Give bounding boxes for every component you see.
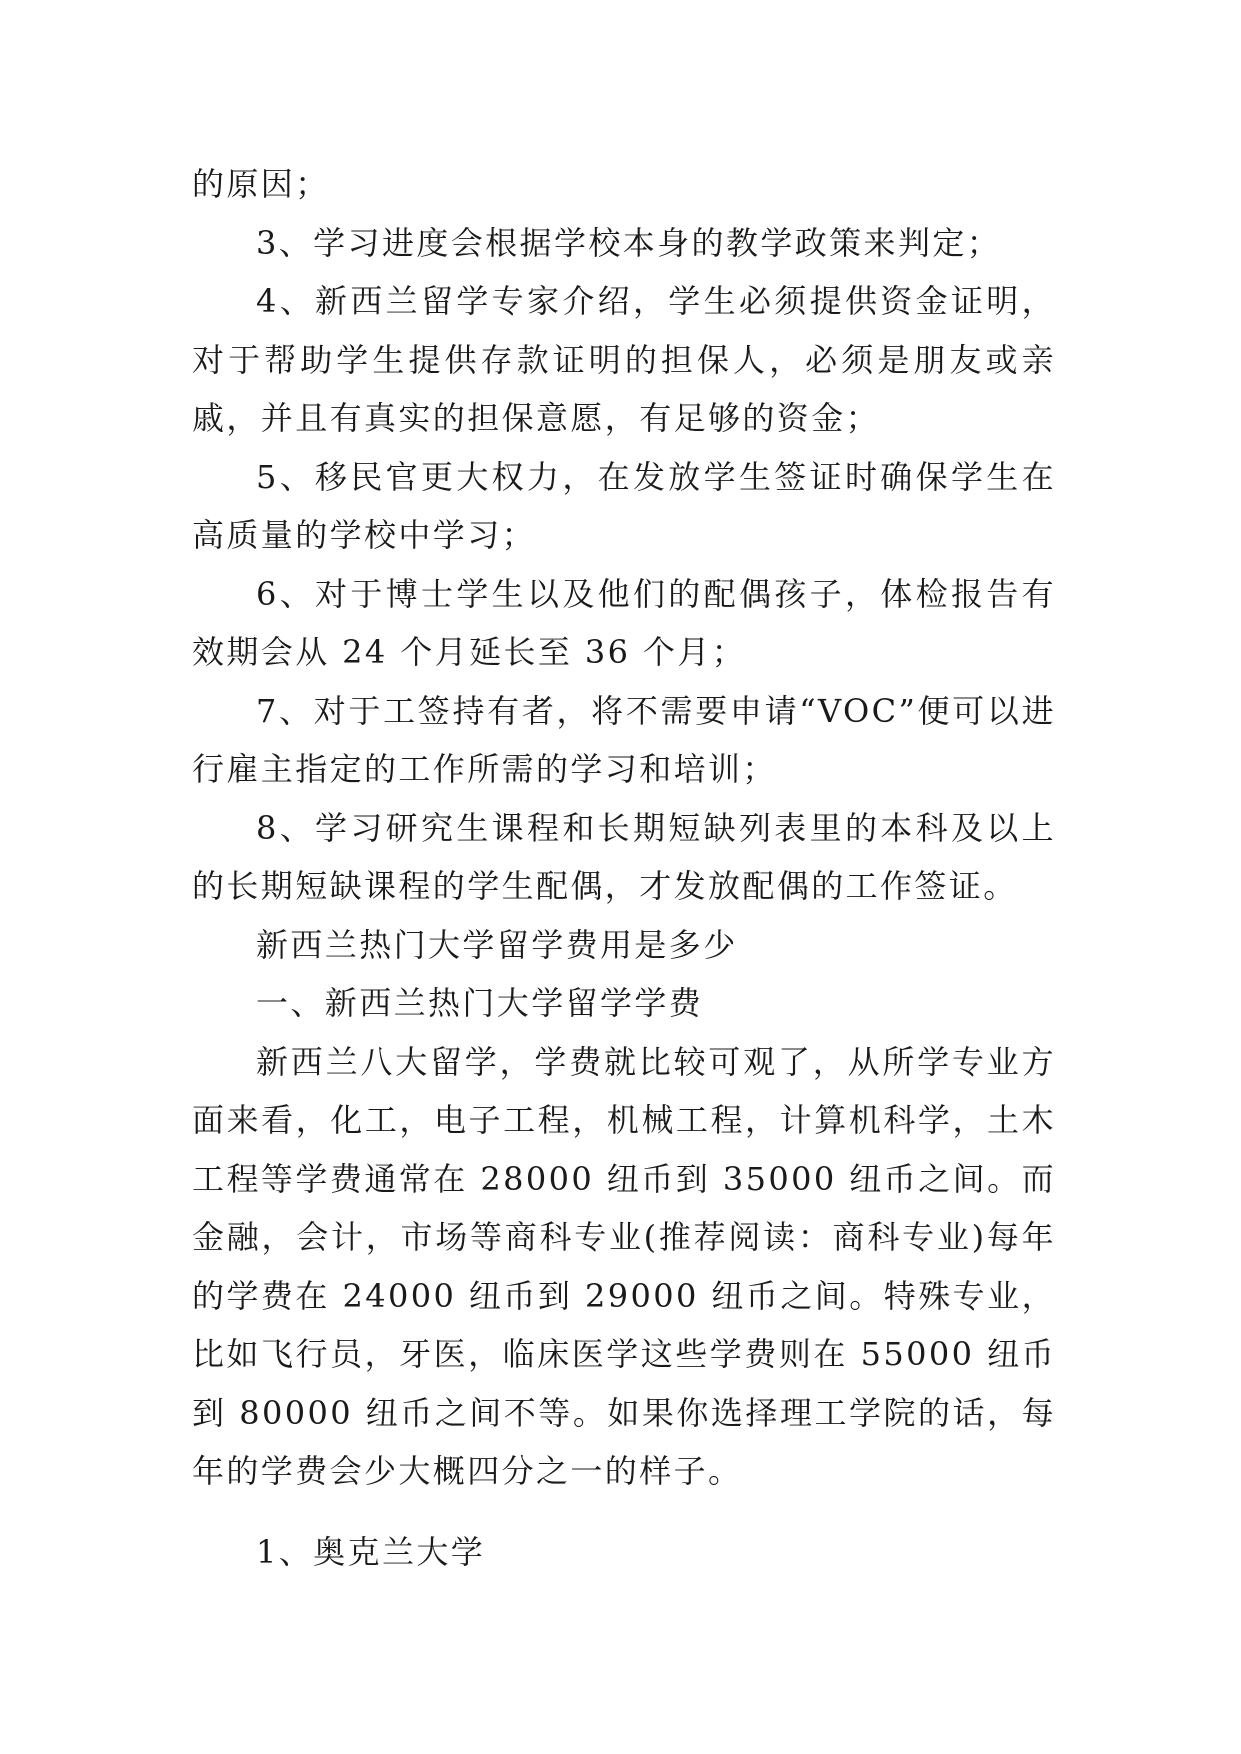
list-item-6: 6、对于博士学生以及他们的配偶孩子，体检报告有效期会从 24 个月延长至 36 个月； bbox=[192, 574, 1056, 671]
section-heading: 新西兰热门大学留学费用是多少 bbox=[256, 925, 738, 964]
list-item-3: 3、学习进度会根据学校本身的教学政策来判定； bbox=[256, 223, 1002, 262]
list-item-5: 5、移民官更大权力，在发放学生签证时确保学生在高质量的学校中学习； bbox=[192, 457, 1056, 554]
paragraph-continuation: 的原因； bbox=[192, 165, 330, 203]
body-paragraph-tuition: 新西兰八大留学，学费就比较可观了，从所学专业方面来看，化工，电子工程，机械工程，计算机科学，土木工程等学费通常在 28000 纽币到 35000 纽币之间。而金融，会计，市场等商科专业(推荐阅读：商科专业)每年的学费在 24000 纽币到 29000 纽币之间。特殊专业，比如飞行员，牙医，临床医学这些学费则在 55000 纽币到 80000 纽币之间不等。如果你选择理工学院的话，每年的学费会少大概四分之一的样子。 bbox=[192, 1042, 1056, 1490]
list-item-4: 4、新西兰留学专家介绍，学生必须提供资金证明，对于帮助学生提供存款证明的担保人，必须是朋友或亲戚，并且有真实的担保意愿，有足够的资金； bbox=[192, 282, 1056, 437]
subsection-heading: 一、新西兰热门大学留学学费 bbox=[256, 984, 704, 1022]
list-item-university-1: 1、奥克兰大学 bbox=[256, 1532, 486, 1571]
list-item-7: 7、对于工签持有者，将不需要申请“VOC”便可以进行雇主指定的工作所需的学习和培训； bbox=[192, 691, 1056, 788]
document-body bbox=[192, 155, 1056, 1581]
list-item-8: 8、学习研究生课程和长期短缺列表里的本科及以上的长期短缺课程的学生配偶，才发放配偶的工作签证。 bbox=[192, 808, 1056, 905]
